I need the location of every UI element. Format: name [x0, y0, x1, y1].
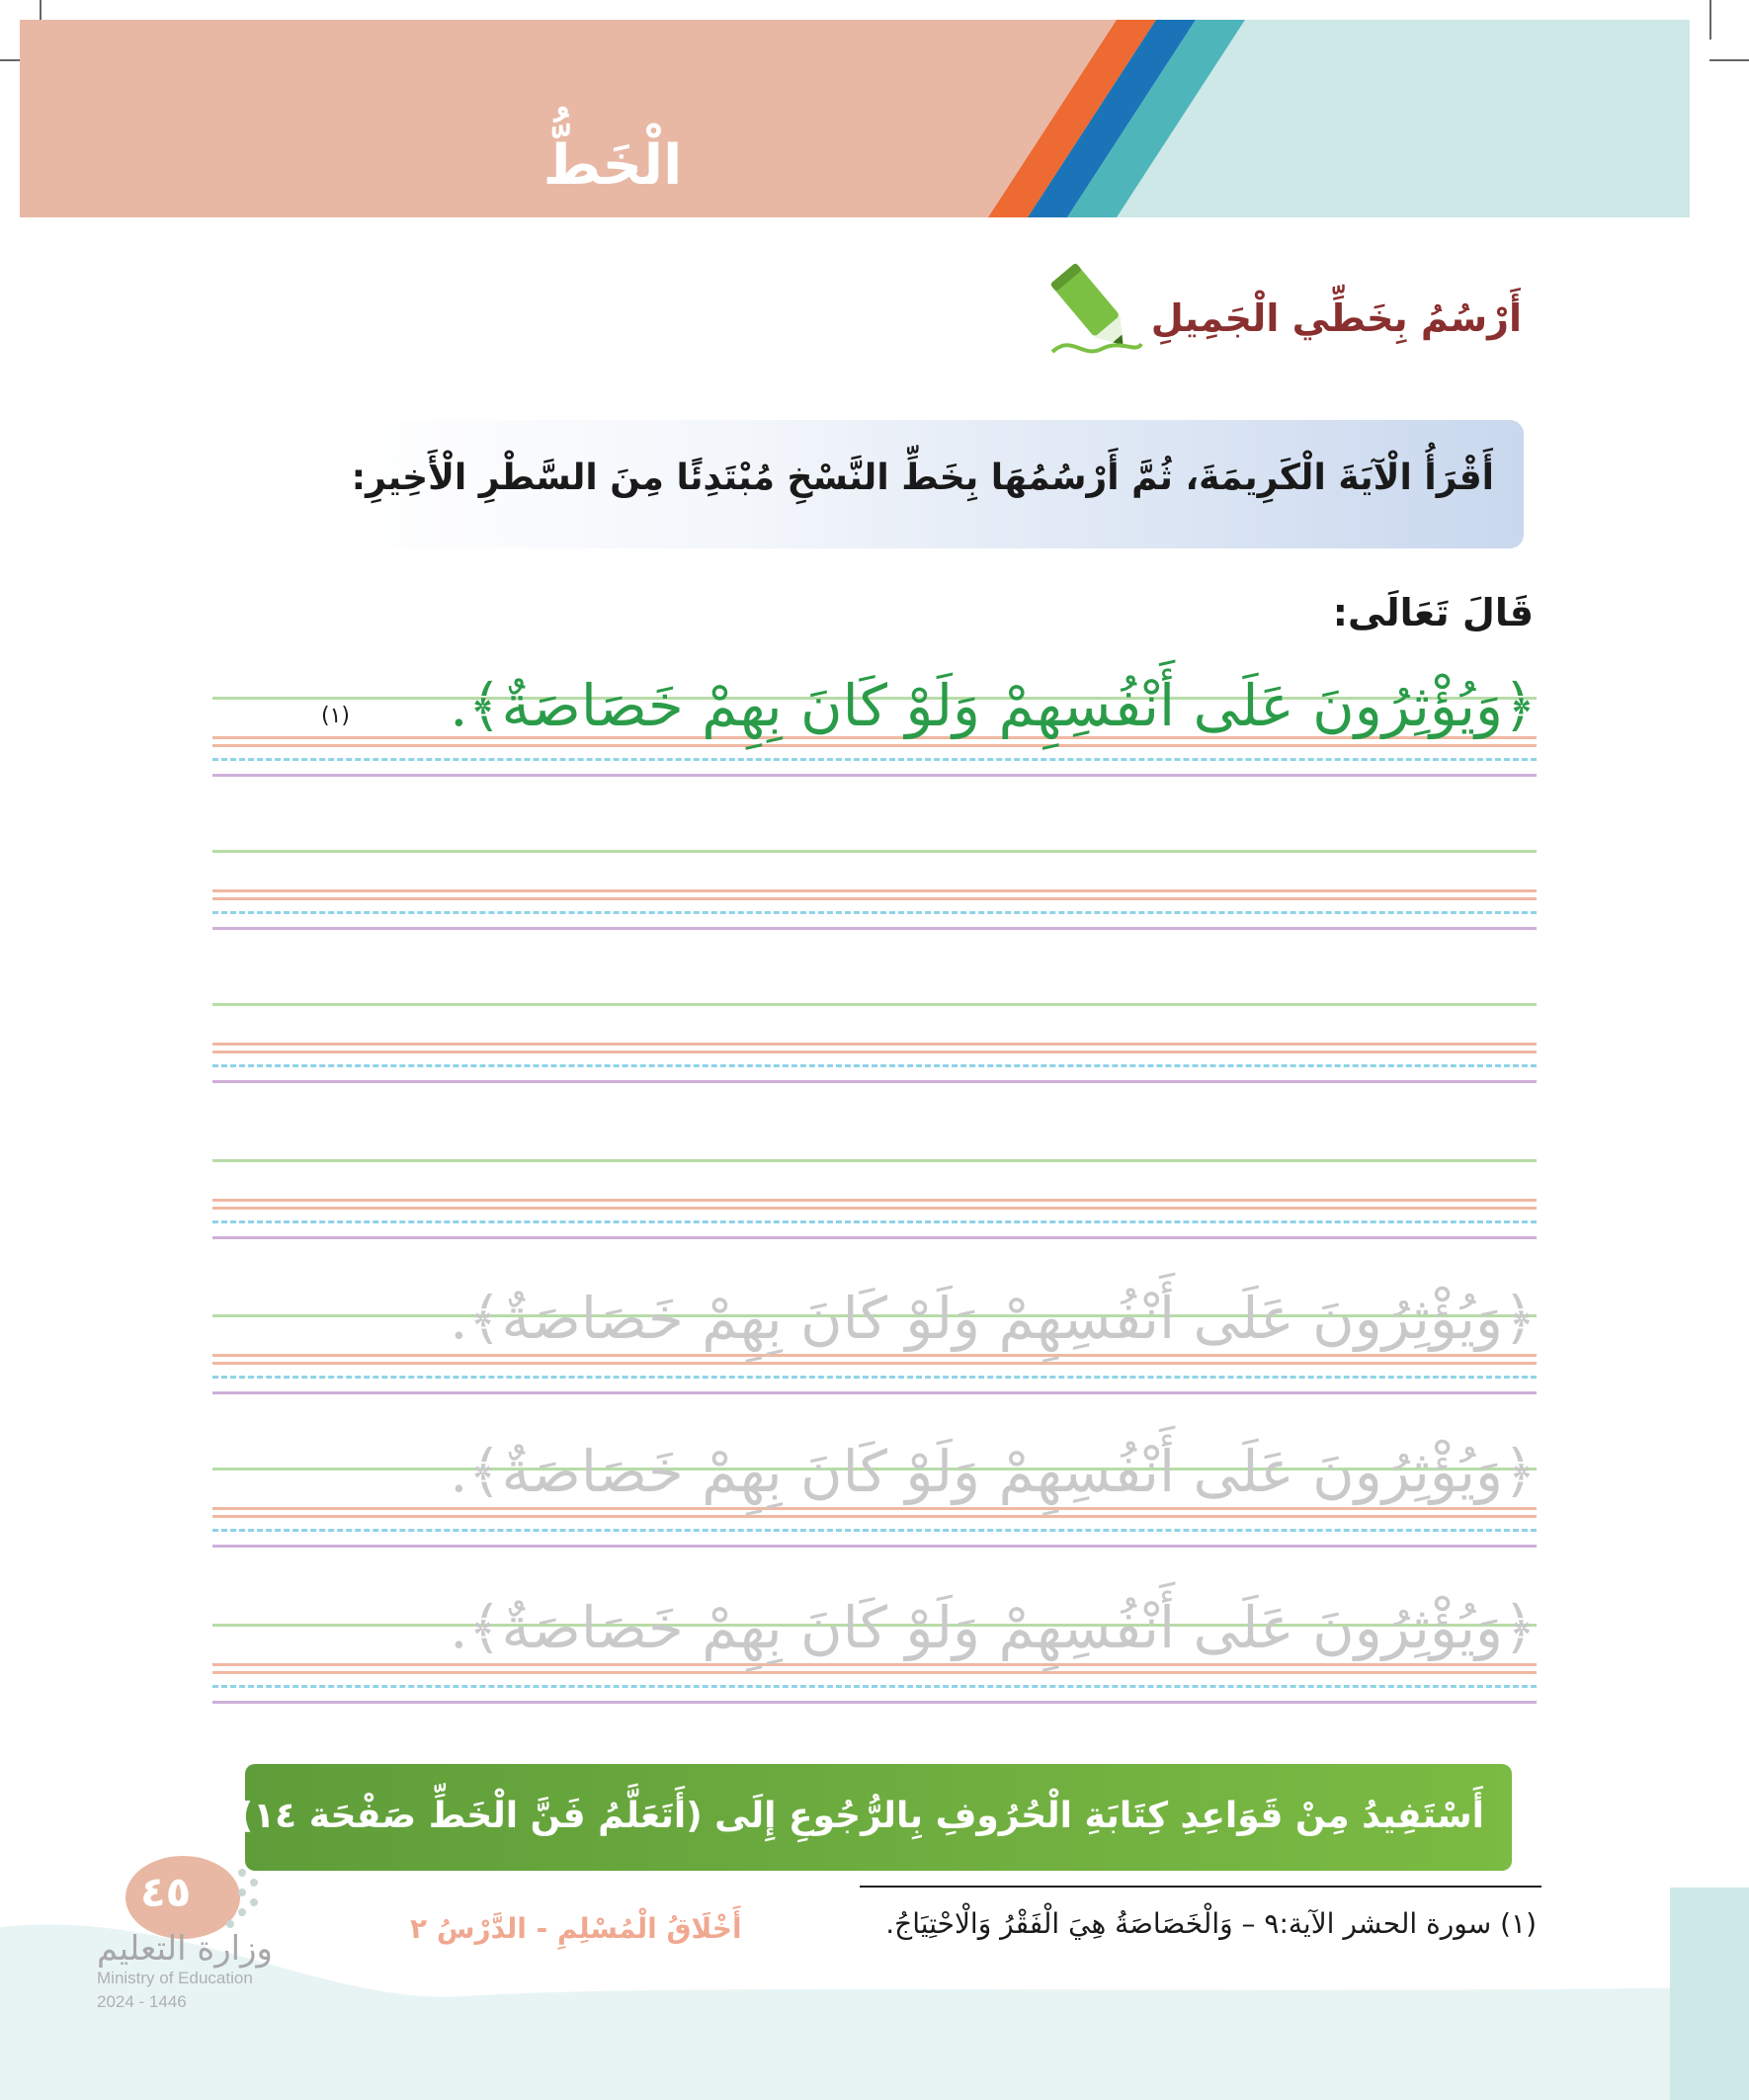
trace-verse: ﴿وَيُؤْثِرُونَ عَلَى أَنْفُسِهِمْ وَلَوْ كَانَ بِهِمْ خَصَاصَةٌ﴾. — [450, 1594, 1537, 1661]
page-title: الْخَطُّ — [542, 133, 683, 198]
tip-box — [223, 1764, 1512, 1871]
verse-intro: قَالَ تَعَالَى: — [1332, 591, 1534, 634]
trace-verse: ﴿وَيُؤْثِرُونَ عَلَى أَنْفُسِهِمْ وَلَوْ كَانَ بِهِمْ خَصَاصَةٌ﴾. — [450, 1438, 1537, 1505]
crop-mark — [1709, 0, 1711, 40]
writing-guide-lines[interactable] — [212, 1159, 1537, 1238]
section-heading: أَرْسُمُ بِخَطِّي الْجَمِيلِ — [1150, 296, 1522, 340]
crop-mark — [1709, 59, 1749, 61]
footnote-reference: (١) — [321, 704, 351, 728]
ministry-name-ar: وزارة التعليم — [97, 1929, 273, 1969]
tip-text: أَسْتَفِيدُ مِنْ قَوَاعِدِ كِتَابَةِ الْحُرُوفِ بِالرُّجُوعِ إِلَى (أَتَعَلَّمُ فَنَّ الْخَطِّ صَفْحَة ١٤). — [223, 1796, 1484, 1836]
instruction-box — [326, 420, 1524, 548]
footnote-divider — [860, 1886, 1541, 1888]
instruction-text: أَقْرَأُ الْآيَةَ الْكَرِيمَةَ، ثُمَّ أَرْسُمُهَا بِخَطِّ النَّسْخِ مُبْتَدِئًا مِنَ السَّطْرِ الْأَخِيرِ: — [351, 458, 1494, 498]
edition-year: 2024 - 1446 — [97, 1992, 187, 2011]
trace-verse: ﴿وَيُؤْثِرُونَ عَلَى أَنْفُسِهِمْ وَلَوْ كَانَ بِهِمْ خَصَاصَةٌ﴾. — [450, 1285, 1537, 1352]
pencil-icon — [1042, 255, 1151, 364]
writing-guide-lines[interactable] — [212, 850, 1537, 929]
header-stripes — [20, 20, 1690, 217]
lesson-tag: أَخْلَاقُ الْمُسْلِمِ - الدَّرْسُ ٢ — [410, 1912, 742, 1945]
verse-text: ﴿وَيُؤْثِرُونَ عَلَى أَنْفُسِهِمْ وَلَوْ كَانَ بِهِمْ خَصَاصَةٌ﴾. — [450, 672, 1537, 739]
writing-guide-lines[interactable] — [212, 1003, 1537, 1082]
footnote-text: (١) سورة الحشر الآية:٩ – وَالْخَصَاصَةُ هِيَ الْفَقْرُ وَالْاحْتِيَاجُ. — [885, 1907, 1537, 1940]
page-number: ٤٥ — [140, 1868, 192, 1916]
header-band — [20, 20, 1690, 217]
ministry-name-en: Ministry of Education — [97, 1969, 253, 1987]
